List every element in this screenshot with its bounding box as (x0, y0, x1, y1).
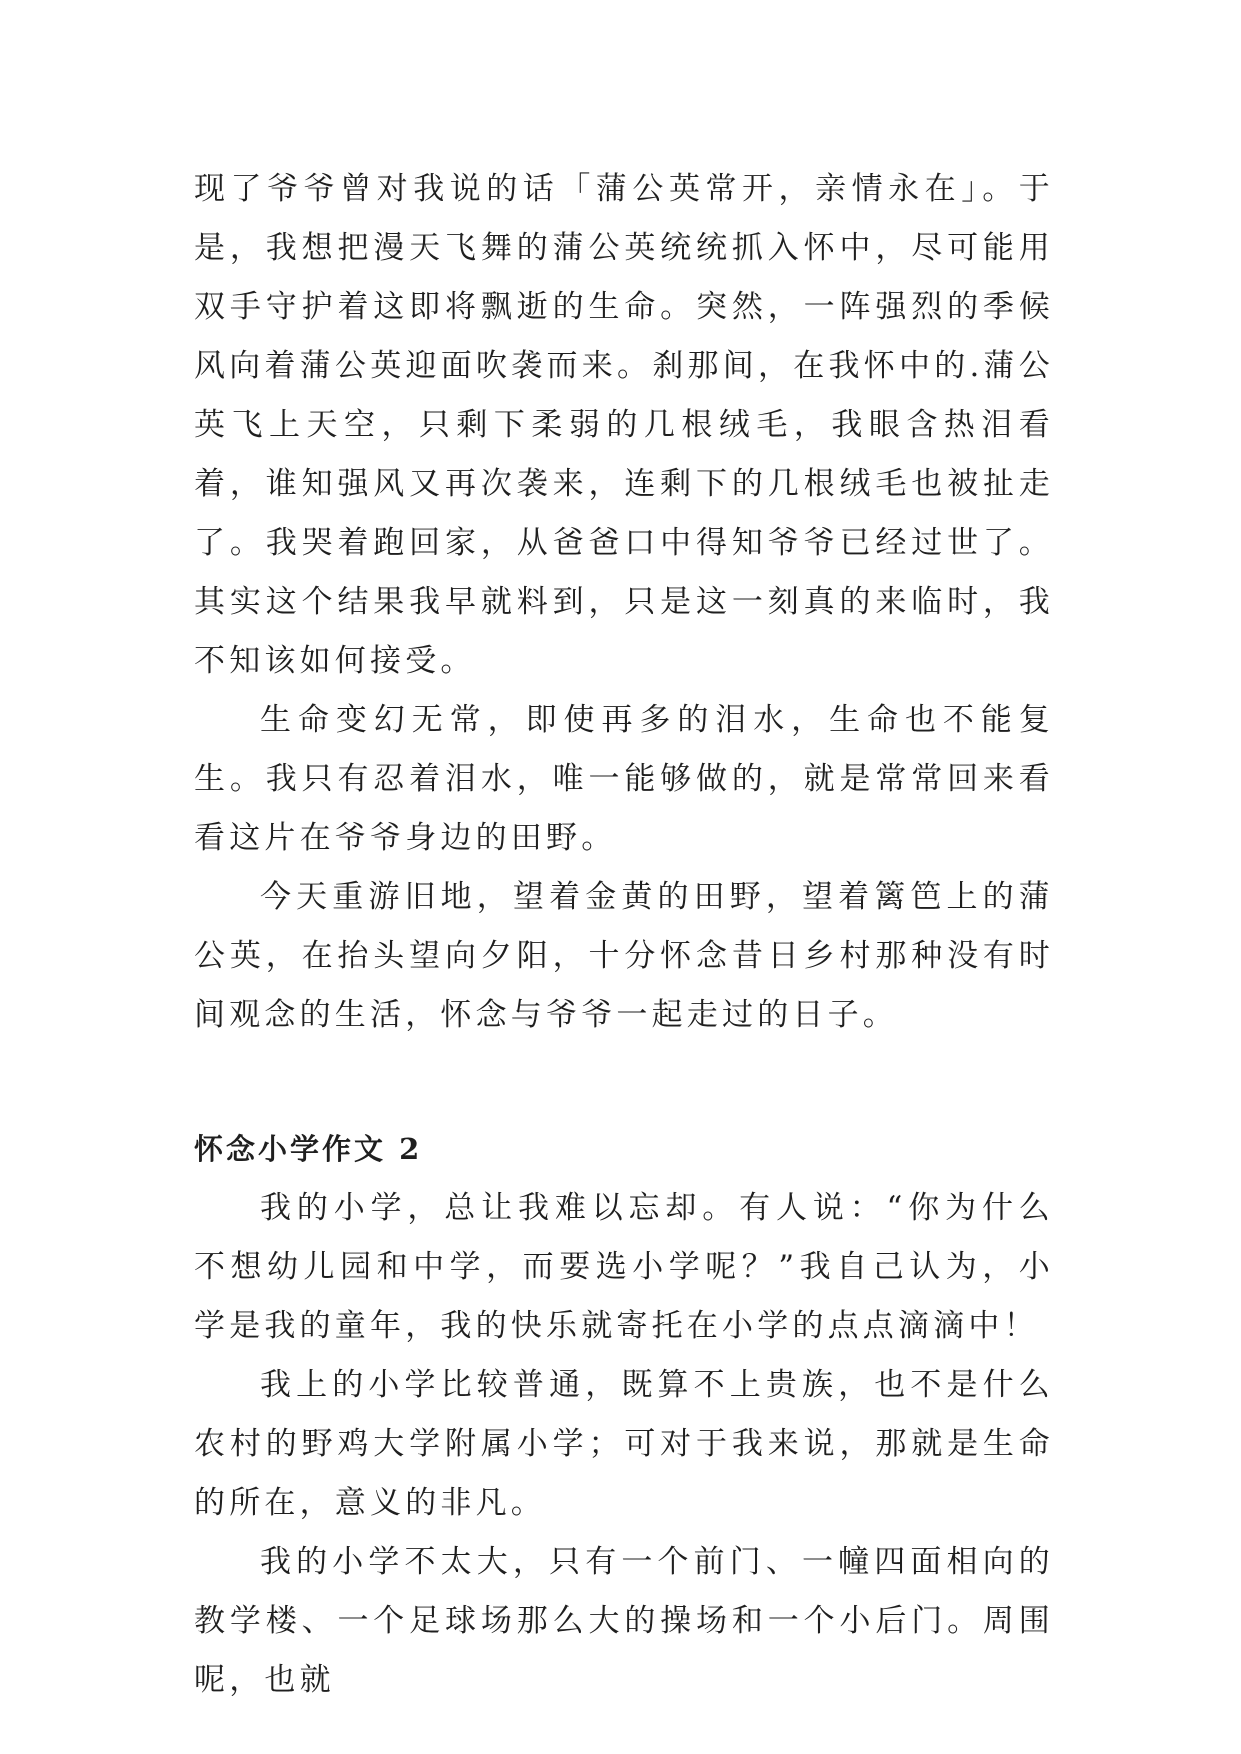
paragraph-life-impermanence: 生命变幻无常，即使再多的泪水，生命也不能复生。我只有忍着泪水，唯一能够做的，就是常常回来看看这片在爷爷身边的田野。 (194, 702, 1054, 856)
document-page (194, 160, 1054, 1710)
essay-title: 怀念小学作文 2 (194, 1132, 423, 1166)
paragraph-my-school: 我的小学，总让我难以忘却。有人说：“你为什么不想幼儿园和中学，而要选小学呢？”我自己认为，小学是我的童年，我的快乐就寄托在小学的点点滴滴中！ (194, 1190, 1054, 1344)
paragraph-school-layout: 我的小学不太大，只有一个前门、一幢四面相向的教学楼、一个足球场那么大的操场和一个小后门。周围呢，也就 (194, 1544, 1054, 1698)
paragraph-ordinary-school: 我上的小学比较普通，既算不上贵族，也不是什么农村的野鸡大学附属小学；可对于我来说，那就是生命的所在，意义的非凡。 (194, 1367, 1054, 1521)
section-spacer (194, 1045, 1054, 1120)
paragraph-revisit-fields: 今天重游旧地，望着金黄的田野，望着篱笆上的蒲公英，在抬头望向夕阳，十分怀念昔日乡村那种没有时间观念的生活，怀念与爷爷一起走过的日子。 (194, 879, 1054, 1033)
paragraph-continuation: 现了爷爷曾对我说的话「蒲公英常开，亲情永在」。于是，我想把漫天飞舞的蒲公英统统抓入怀中，尽可能用双手守护着这即将飘逝的生命。突然，一阵强烈的季候风向着蒲公英迎面吹袭而来。刹那间，在我怀中的.蒲公英飞上天空，只剩下柔弱的几根绒毛，我眼含热泪看着，谁知强风又再次袭来，连剩下的几根绒毛也被扯走了。我哭着跑回家，从爸爸口中得知爷爷已经过世了。其实这个结果我早就料到，只是这一刻真的来临时，我不知该如何接受。 (194, 171, 1054, 679)
